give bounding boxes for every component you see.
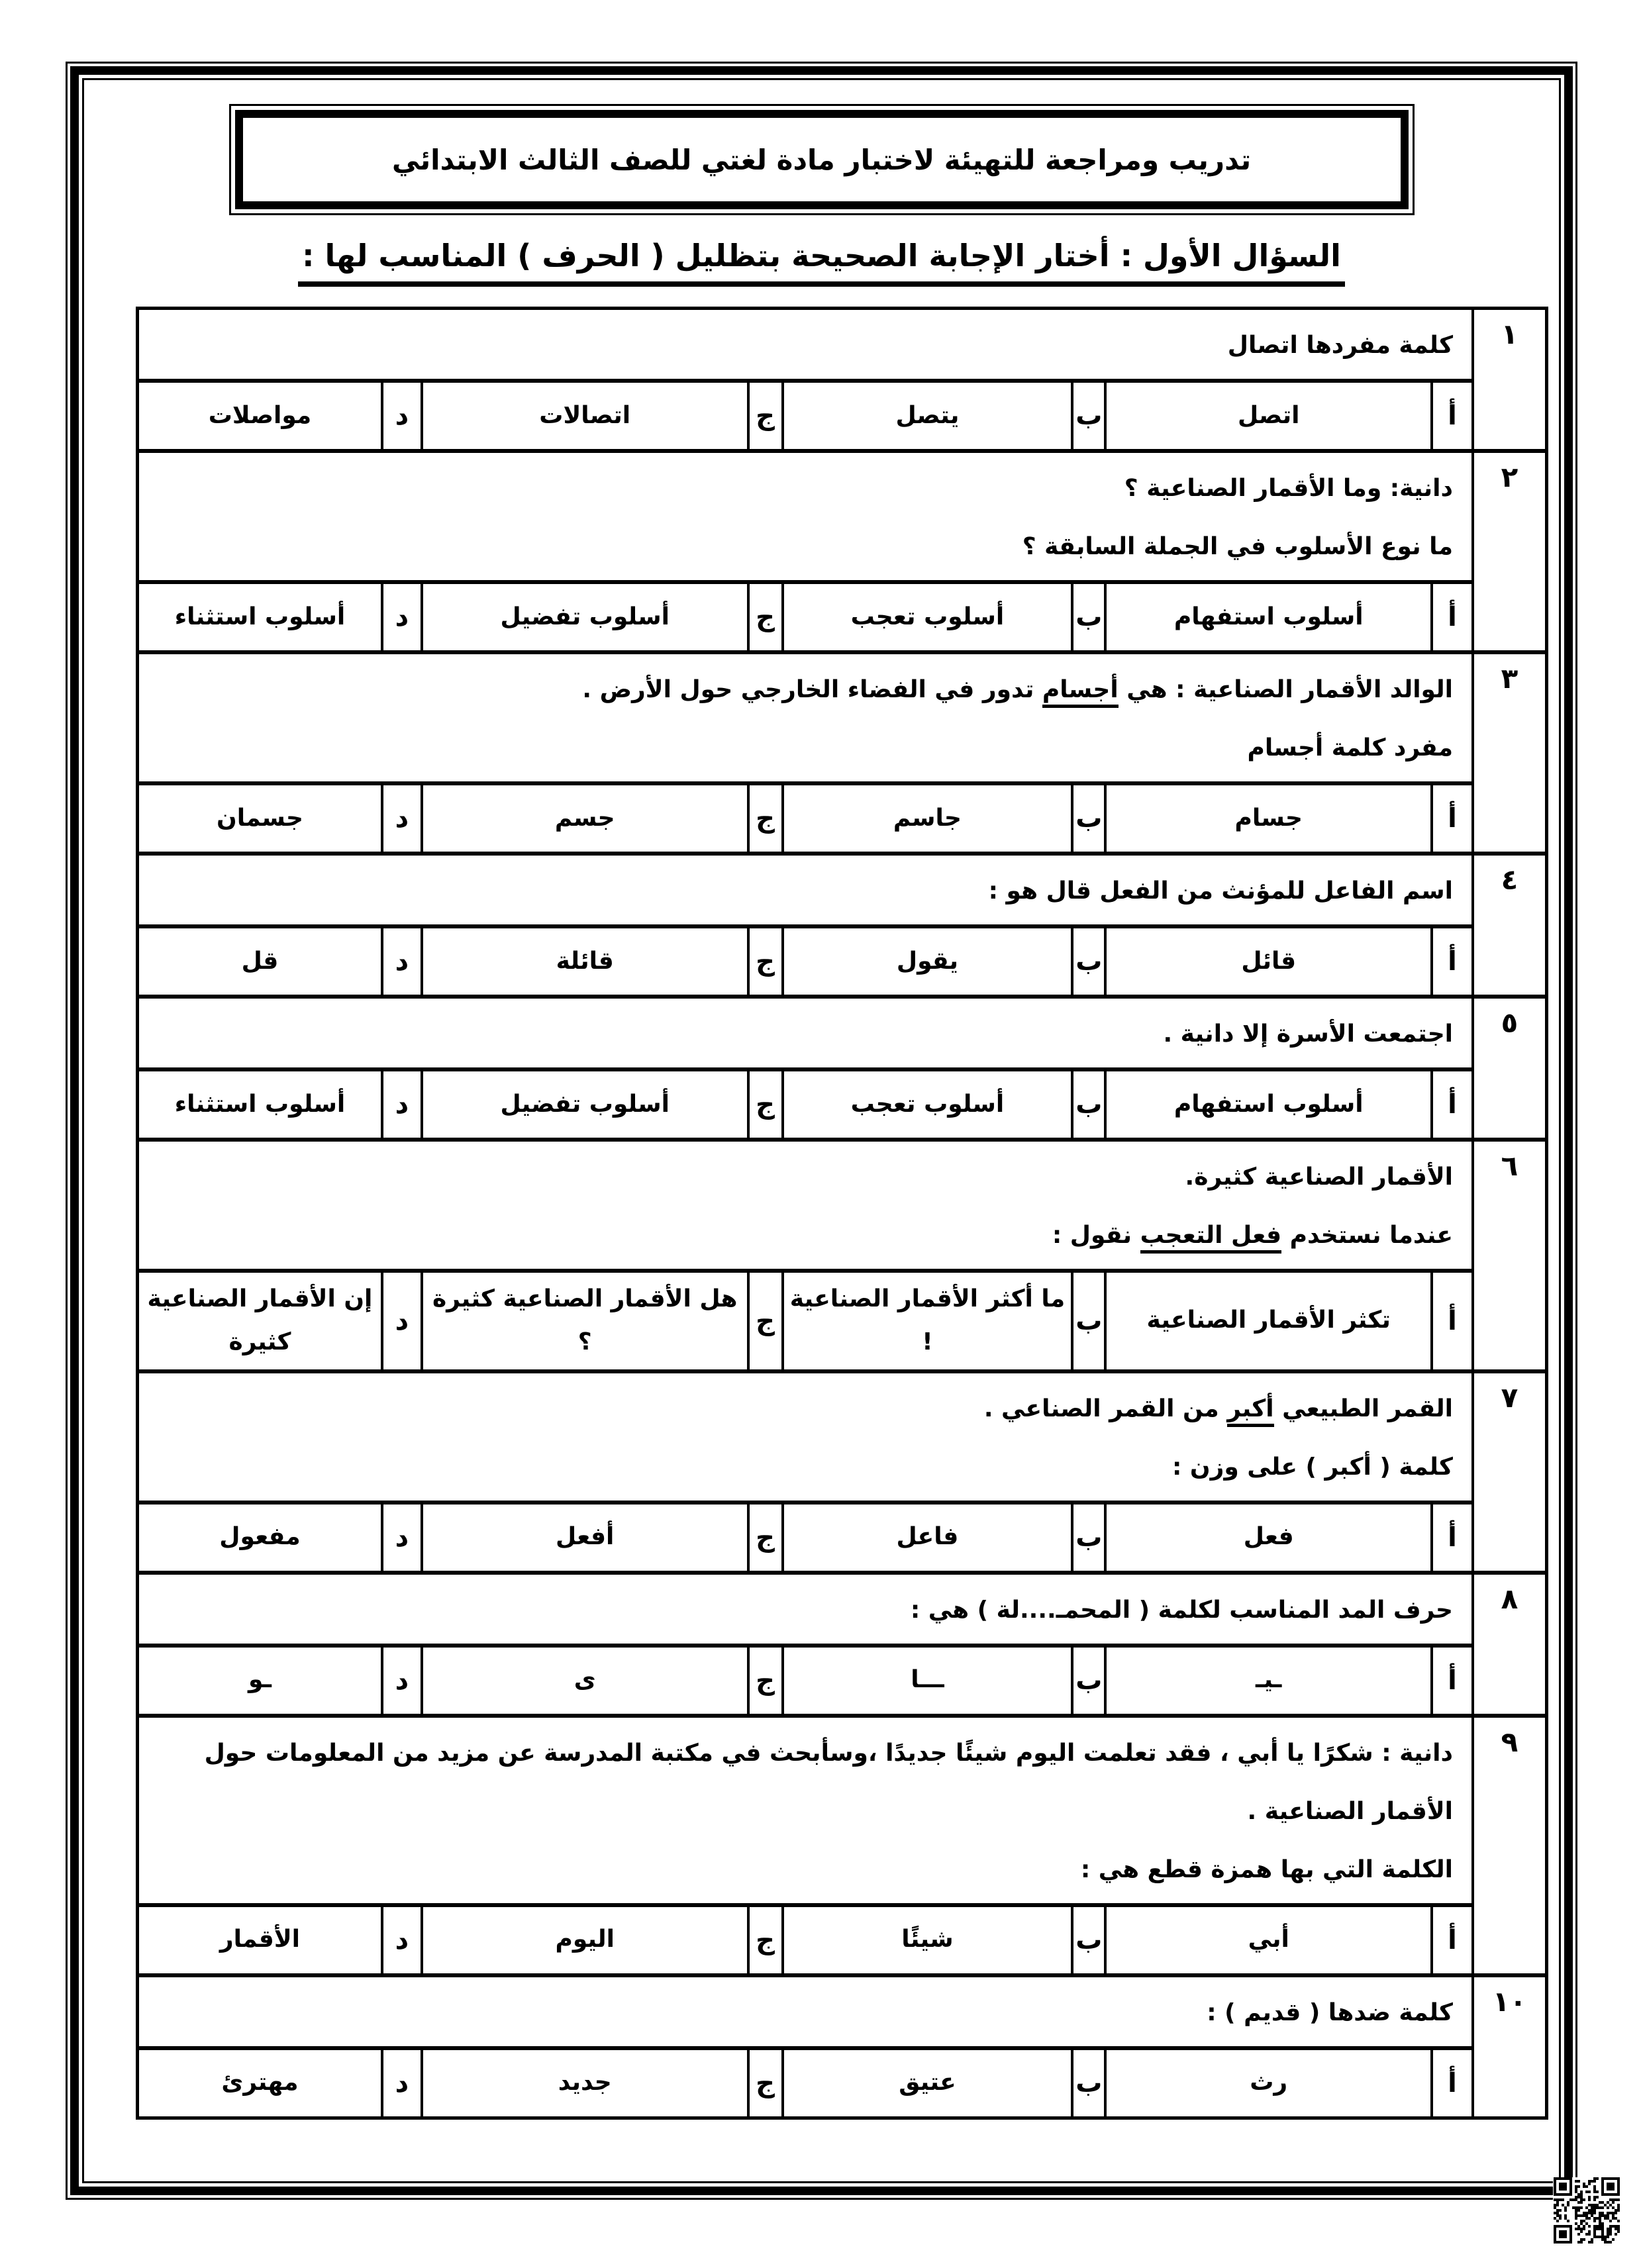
question-number: ٤ — [1471, 856, 1545, 995]
question-number: ٩ — [1471, 1718, 1545, 1973]
option-text-c[interactable]: اليوم — [421, 1907, 747, 1973]
question-text — [139, 1575, 1471, 1648]
option-text-c[interactable]: أفعل — [421, 1504, 747, 1571]
option-letter-a[interactable]: أ — [1430, 785, 1471, 852]
options-row — [139, 1648, 1471, 1714]
option-letter-c[interactable]: ج — [747, 785, 781, 852]
question-text-line: حرف المد المناسب لكلمة ( المحمـ....لة ) هي : — [910, 1596, 1453, 1624]
question-block — [139, 650, 1545, 852]
question-number: ١ — [1471, 310, 1545, 449]
question-text — [139, 1142, 1471, 1273]
option-text-d[interactable]: إن الأقمار الصناعية كثيرة — [147, 1285, 373, 1356]
options-row — [139, 2050, 1471, 2116]
option-text-a[interactable]: أسلوب استفهام — [1104, 1071, 1430, 1138]
option-text-a[interactable]: رث — [1104, 2050, 1430, 2116]
question-text — [139, 453, 1471, 584]
question-number: ٦ — [1471, 1142, 1545, 1369]
option-text-b[interactable]: أسلوب تعجب — [781, 584, 1071, 650]
question-block — [139, 852, 1545, 995]
question-content — [139, 1142, 1471, 1369]
options-row — [139, 1071, 1471, 1138]
option-letter-c[interactable]: ج — [747, 383, 781, 449]
option-letter-c[interactable]: ج — [747, 2050, 781, 2116]
question-number: ٣ — [1471, 654, 1545, 852]
question-number: ٨ — [1471, 1575, 1545, 1714]
question-content — [139, 1977, 1471, 2116]
options-row — [139, 383, 1471, 449]
option-letter-a[interactable]: أ — [1430, 2050, 1471, 2116]
question-content — [139, 310, 1471, 449]
option-letter-b[interactable]: ب — [1071, 1648, 1104, 1714]
question-text-line: مفرد كلمة أجسام — [1247, 734, 1453, 762]
options-row — [139, 785, 1471, 852]
section-heading-wrap — [84, 238, 1559, 287]
option-letter-d[interactable]: د — [381, 1273, 421, 1369]
option-text-a[interactable]: جسام — [1104, 785, 1430, 852]
question-text-line: ما نوع الأسلوب في الجملة السابقة ؟ — [1022, 533, 1453, 560]
option-text-a[interactable]: تكثر الأقمار الصناعية — [1104, 1273, 1430, 1369]
question-text — [139, 1977, 1471, 2050]
question-text — [139, 1718, 1471, 1907]
option-text-d[interactable]: الأقمار — [219, 1926, 301, 1953]
option-letter-a[interactable]: أ — [1430, 928, 1471, 995]
questions-table — [136, 307, 1548, 2120]
question-block — [139, 1714, 1545, 1973]
option-letter-d[interactable]: د — [381, 1071, 421, 1138]
option-letter-b[interactable]: ب — [1071, 1907, 1104, 1973]
question-block — [139, 1138, 1545, 1369]
option-letter-a[interactable]: أ — [1430, 1071, 1471, 1138]
option-text-c[interactable]: قائلة — [421, 928, 747, 995]
question-text — [139, 310, 1471, 383]
option-letter-d[interactable]: د — [381, 584, 421, 650]
option-letter-b[interactable]: ب — [1071, 584, 1104, 650]
option-letter-b[interactable]: ب — [1071, 1273, 1104, 1369]
options-row — [139, 1907, 1471, 1973]
question-text-line: الكلمة التي بها همزة قطع هي : — [1080, 1855, 1453, 1883]
question-block — [139, 1571, 1545, 1714]
question-text-line: كلمة ( أكبر ) على وزن : — [1171, 1453, 1453, 1481]
option-text-d[interactable]: مهترئ — [221, 2069, 299, 2096]
underlined-term: أجسام — [1042, 676, 1119, 708]
underlined-term: أكبر — [1227, 1395, 1273, 1427]
option-text-a[interactable]: اتصل — [1104, 383, 1430, 449]
question-text-line: القمر الطبيعي أكبر من القمر الصناعي . — [152, 1380, 1453, 1438]
question-text — [139, 856, 1471, 928]
question-text-line: دانية: وما الأقمار الصناعية ؟ — [1124, 475, 1453, 502]
option-text-b[interactable]: شيئًا — [781, 1907, 1071, 1973]
question-text-line: دانية : شكرًا يا أبي ، فقد تعلمت اليوم شيئًا جديدًا ،وسأبحث في مكتبة المدرسة عن مزيد من المعلومات حول الأقمار الصناعية . — [204, 1739, 1453, 1825]
option-text-b[interactable]: جاسم — [781, 785, 1071, 852]
question-content — [139, 654, 1471, 852]
section-heading: السؤال الأول : أختار الإجابة الصحيحة بتظليل ( الحرف ) المناسب لها : — [298, 238, 1345, 287]
question-number: ٥ — [1471, 999, 1545, 1138]
option-text-b[interactable]: عتيق — [781, 2050, 1071, 2116]
options-row — [139, 584, 1471, 650]
option-letter-d[interactable]: د — [381, 2050, 421, 2116]
option-letter-d[interactable]: د — [381, 1504, 421, 1571]
option-text-b[interactable]: ما أكثر الأقمار الصناعية ! — [781, 1273, 1071, 1369]
option-letter-c[interactable]: ج — [747, 1907, 781, 1973]
option-text-a[interactable]: ـيـ — [1104, 1648, 1430, 1714]
question-content — [139, 453, 1471, 650]
option-text-d[interactable]: مواصلات — [208, 401, 312, 429]
option-letter-d[interactable]: د — [381, 1648, 421, 1714]
option-letter-d[interactable]: د — [381, 1907, 421, 1973]
option-letter-b[interactable]: ب — [1071, 2050, 1104, 2116]
question-number: ٢ — [1471, 453, 1545, 650]
qr-code — [1553, 2177, 1620, 2243]
page-title: تدريب ومراجعة للتهيئة لاختبار مادة لغتي للصف الثالث الابتدائي — [391, 143, 1252, 176]
option-text-c[interactable]: اتصالات — [421, 383, 747, 449]
question-content — [139, 856, 1471, 995]
question-text-line: اسم الفاعل للمؤنث من الفعل قال هو : — [988, 877, 1453, 905]
question-text-line: اجتمعت الأسرة إلا دانية . — [1163, 1020, 1453, 1048]
option-text-c[interactable]: أسلوب تفضيل — [421, 584, 747, 650]
question-block — [139, 449, 1545, 650]
option-text-d[interactable]: ـو — [248, 1666, 272, 1694]
option-text-d[interactable]: أسلوب استثناء — [174, 1090, 346, 1118]
underlined-term: فعل التعجب — [1140, 1222, 1282, 1254]
option-letter-b[interactable]: ب — [1071, 383, 1104, 449]
question-block — [139, 1973, 1545, 2116]
question-block — [139, 1369, 1545, 1571]
option-letter-d[interactable]: د — [381, 928, 421, 995]
option-letter-b[interactable]: ب — [1071, 928, 1104, 995]
option-letter-d[interactable]: د — [381, 383, 421, 449]
option-text-a[interactable]: فعل — [1104, 1504, 1430, 1571]
option-text-b[interactable]: يقول — [781, 928, 1071, 995]
question-block — [139, 310, 1545, 449]
question-text-line: الوالد الأقمار الصناعية : هي أجسام تدور في الفضاء الخارجي حول الأرض . — [152, 661, 1453, 719]
option-letter-a[interactable]: أ — [1430, 383, 1471, 449]
option-text-c[interactable]: أسلوب تفضيل — [421, 1071, 747, 1138]
option-letter-a[interactable]: أ — [1430, 1907, 1471, 1973]
question-text — [139, 1373, 1471, 1504]
option-letter-b[interactable]: ب — [1071, 785, 1104, 852]
option-text-a[interactable]: أبي — [1104, 1907, 1430, 1973]
option-letter-b[interactable]: ب — [1071, 1504, 1104, 1571]
option-text-d[interactable]: جسمان — [216, 804, 303, 832]
option-letter-c[interactable]: ج — [747, 584, 781, 650]
question-text-line: كلمة ضدها ( قديم ) : — [1207, 1998, 1453, 2026]
question-text-line: الأقمار الصناعية كثيرة. — [1185, 1163, 1453, 1191]
option-letter-b[interactable]: ب — [1071, 1071, 1104, 1138]
options-row — [139, 928, 1471, 995]
option-text-a[interactable]: أسلوب استفهام — [1104, 584, 1430, 650]
question-content — [139, 999, 1471, 1138]
option-letter-a[interactable]: أ — [1430, 584, 1471, 650]
question-block — [139, 995, 1545, 1138]
option-text-c[interactable]: جسم — [421, 785, 747, 852]
question-text — [139, 999, 1471, 1071]
question-number: ٧ — [1471, 1373, 1545, 1571]
option-text-c[interactable]: ى — [421, 1648, 747, 1714]
option-text-b[interactable]: يتصل — [781, 383, 1071, 449]
option-text-c[interactable]: جديد — [421, 2050, 747, 2116]
option-letter-c[interactable]: ج — [747, 1504, 781, 1571]
option-text-d[interactable]: أسلوب استثناء — [174, 603, 346, 630]
options-row — [139, 1273, 1471, 1369]
question-content — [139, 1373, 1471, 1571]
question-number: ١٠ — [1471, 1977, 1545, 2116]
question-content — [139, 1575, 1471, 1714]
option-text-b[interactable]: فاعل — [781, 1504, 1071, 1571]
option-letter-a[interactable]: أ — [1430, 1648, 1471, 1714]
question-text — [139, 654, 1471, 785]
option-text-a[interactable]: قائل — [1104, 928, 1430, 995]
option-text-d[interactable]: مفعول — [219, 1523, 301, 1551]
title-box — [229, 104, 1415, 215]
question-content — [139, 1718, 1471, 1973]
option-letter-c[interactable]: ج — [747, 1071, 781, 1138]
question-text-line: عندما نستخدم فعل التعجب نقول : — [152, 1207, 1453, 1265]
option-text-c[interactable]: هل الأقمار الصناعية كثيرة ؟ — [421, 1273, 747, 1369]
option-letter-c[interactable]: ج — [747, 1648, 781, 1714]
options-row — [139, 1504, 1471, 1571]
option-letter-d[interactable]: د — [381, 785, 421, 852]
question-text-line: كلمة مفردها اتصال — [1227, 332, 1453, 359]
option-letter-c[interactable]: ج — [747, 928, 781, 995]
page-border-frame — [66, 62, 1577, 2200]
option-text-b[interactable]: أسلوب تعجب — [781, 1071, 1071, 1138]
option-letter-c[interactable]: ج — [747, 1273, 781, 1369]
option-text-d[interactable]: قل — [241, 947, 279, 975]
option-letter-a[interactable]: أ — [1430, 1273, 1471, 1369]
option-text-b[interactable]: ـــا — [781, 1648, 1071, 1714]
option-letter-a[interactable]: أ — [1430, 1504, 1471, 1571]
